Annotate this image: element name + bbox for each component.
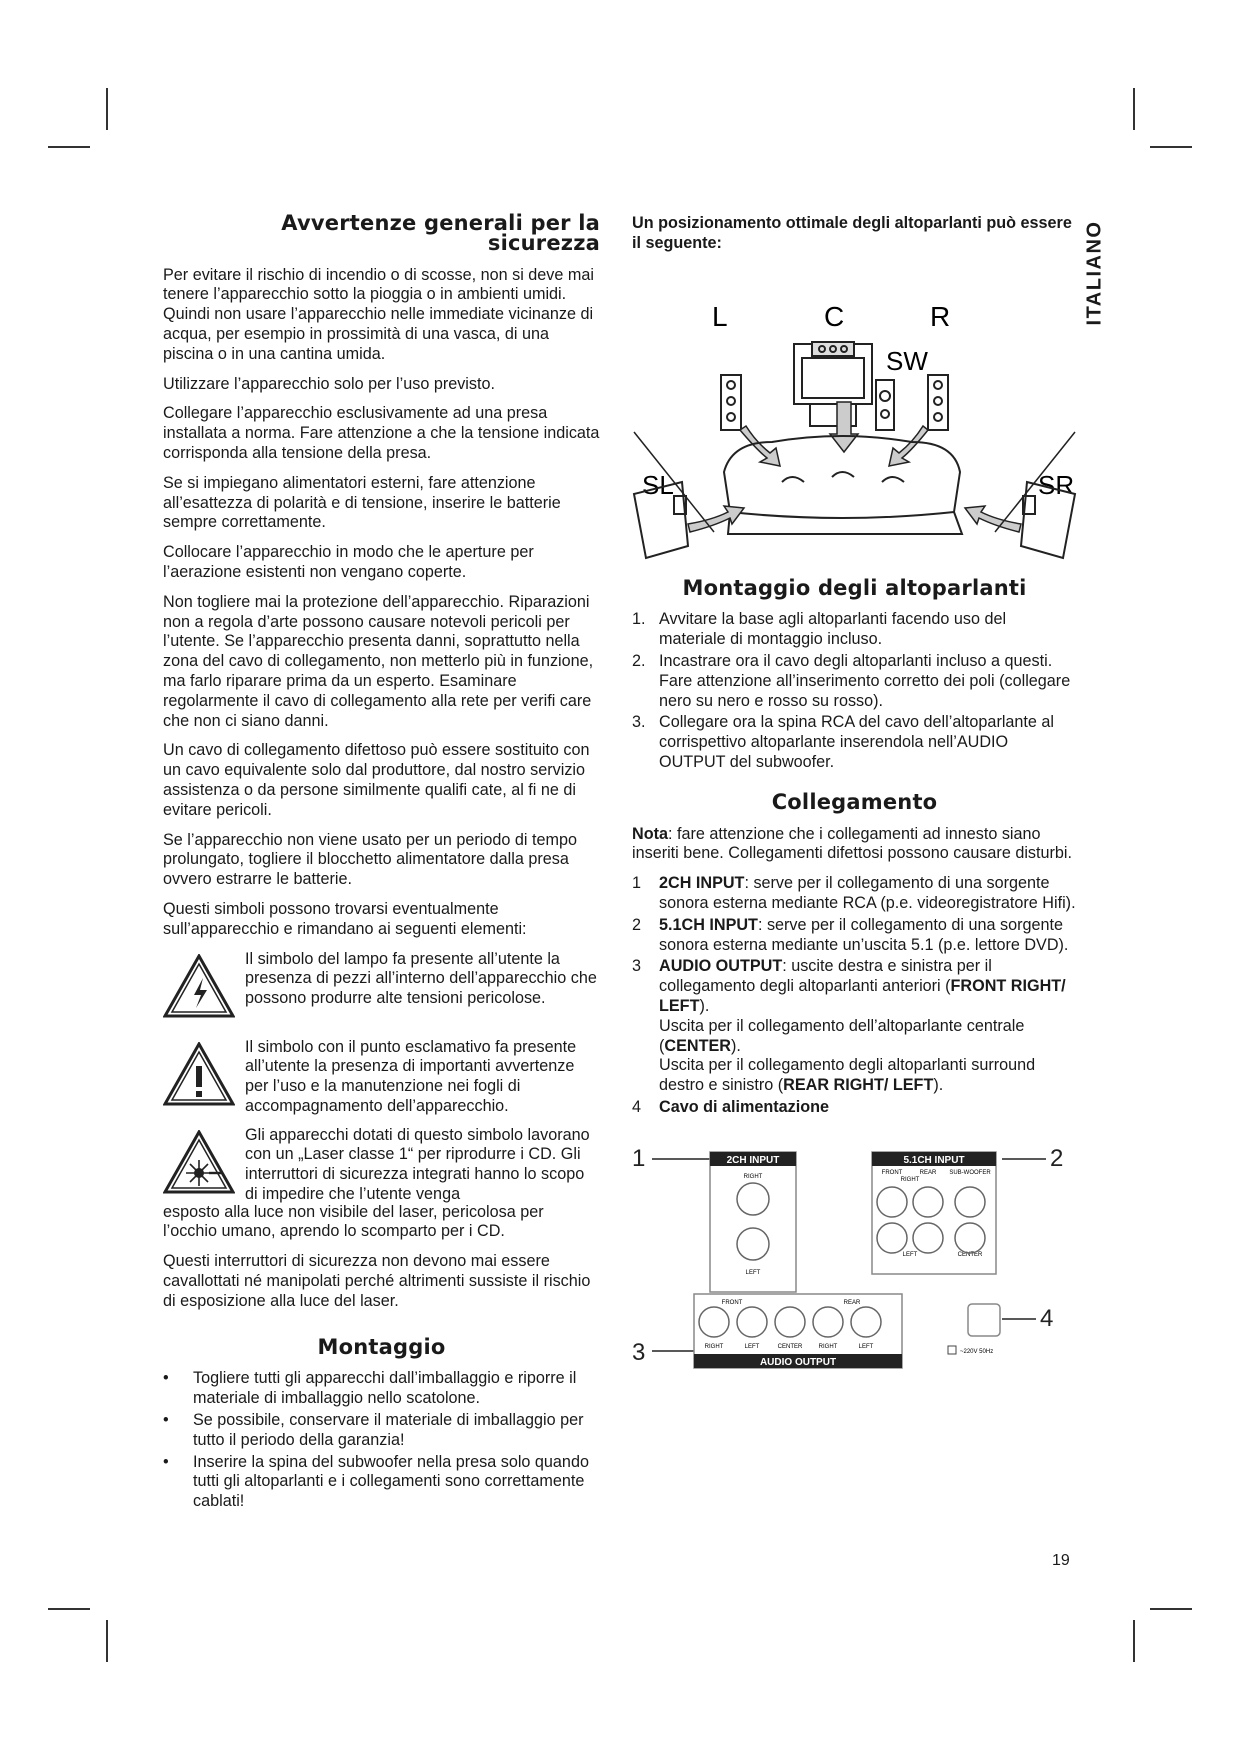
safety-paragraph: Collocare l’apparecchio in modo che le aperture per l’aerazione esistenti non vengano coperte.: [163, 543, 534, 581]
list-item: [163, 1369, 600, 1409]
label-c: C: [824, 300, 845, 332]
list-item: [632, 916, 1077, 956]
input-51ch-left: LEFT: [902, 1251, 918, 1258]
page-number: 19: [1052, 1552, 1070, 1569]
label-sw: SW: [886, 345, 928, 376]
list-item-text: Incastrare ora il cavo degli altoparlanti incluso a questi. Fare attenzione all’inserimento corretto dei poli (collegare nero su nero e rosso su rosso).: [659, 651, 1071, 710]
output-jack-label: RIGHT: [704, 1343, 724, 1350]
list-number: 3.: [632, 713, 646, 732]
language-tab-label: ITALIANO: [1083, 220, 1106, 326]
output-front-label: FRONT: [721, 1299, 743, 1306]
rca-jack[interactable]: [851, 1307, 881, 1337]
crop-mark: [106, 88, 108, 130]
direction-arrows: [740, 402, 928, 466]
safety-paragraph: Se si impiegano alimentatori esterni, fare attenzione all’esattezza di polarità e di tensione, inserire le batterie sempre correttamente.: [163, 473, 561, 532]
exclamation-warning-icon: [163, 1042, 235, 1106]
list-item: [632, 713, 1077, 772]
safety-paragraph: Questi simboli possono trovarsi eventualmente sull’apparecchio e rimandano ai seguenti elementi:: [163, 899, 527, 938]
montaggio-list: [163, 1369, 600, 1512]
symbol-laser-text: Gli apparecchi dotati di questo simbolo lavorano con un „Laser classe 1“ per riprodurre i CD. Gli interruttori di sicurezza integrati hanno lo scopo di impedire che l’utente venga: [245, 1125, 590, 1203]
list-number: 2.: [632, 651, 646, 670]
collegamento-list: [632, 874, 1077, 1118]
input-51ch-sub: SUB-WOOFER: [949, 1169, 991, 1176]
speaker-mount-list: [632, 610, 1077, 772]
safety-paragraph: Se l’apparecchio non viene usato per un periodo di tempo prolungato, togliere il blocchetto alimentatore dalla presa ovvero estrarre le batterie.: [163, 830, 577, 889]
list-item-label: 2CH INPUT: [659, 874, 745, 893]
subwoofer-icon: [876, 380, 894, 430]
crop-mark: [1133, 88, 1135, 130]
note-label: Nota: [632, 824, 668, 843]
crop-mark: [1133, 1620, 1135, 1662]
label-l: L: [712, 300, 728, 332]
list-item-text: : uscite destra e sinistra per il collegamento degli altoparlanti anteriori (: [659, 957, 992, 996]
input-51ch-right: RIGHT: [900, 1176, 920, 1183]
rca-jack[interactable]: [737, 1307, 767, 1337]
symbol-exclamation-row: [163, 1038, 600, 1118]
safety-title: Avvertenze generali per la sicurezza: [281, 211, 600, 255]
collegamento-title: Collegamento: [771, 789, 938, 814]
rca-jack[interactable]: [775, 1307, 805, 1337]
label-r: R: [930, 300, 951, 332]
callout-lines: [652, 1159, 1046, 1351]
safety-paragraph: Non togliere mai la protezione dell’apparecchio. Riparazioni non a regola d’arte possono causare notevoli pericoli per l’utente. Se l’apparecchio presenta danni, soprattutto nella zona del cavo di collegamento, non metterlo più in funzione, ma farlo riparare prima da un esperto. Esaminare regolarmente il cavo di collegamento alla rete per verifi care che non ci siano danni.: [163, 592, 594, 730]
output-jack-label: CENTER: [777, 1343, 803, 1350]
montaggio-title: Montaggio: [317, 1334, 446, 1359]
rca-jack[interactable]: [877, 1223, 907, 1253]
list-item: [163, 1411, 600, 1451]
audio-output-panel: [694, 1294, 902, 1368]
rear-panel-figure: [632, 1132, 1077, 1377]
note-text: : fare attenzione che i collegamenti ad innesto siano inseriti bene. Collegamenti difettosi possono causare disturbi.: [632, 824, 1073, 863]
list-item-bold: REAR RIGHT/ LEFT: [783, 1076, 934, 1095]
list-item: [632, 652, 1077, 711]
output-jack-label: LEFT: [858, 1343, 874, 1350]
list-item-text: Avvitare la base agli altoparlanti facendo uso del materiale di montaggio incluso.: [659, 610, 1007, 649]
input-51ch-label: 5.1CH INPUT: [903, 1154, 965, 1166]
list-item: [163, 1453, 600, 1512]
input-51ch-panel: [872, 1152, 996, 1274]
symbol-lightning-text: Il simbolo del lampo fa presente all’utente la presenza di pezzi all’interno dell’apparecchio che possono produrre alte tensioni pericolose.: [245, 949, 597, 1008]
input-2ch-panel: [710, 1152, 796, 1292]
list-item: [632, 610, 1077, 650]
power-socket: [948, 1304, 1000, 1355]
list-item-text: Inserire la spina del subwoofer nella presa solo quando tutti gli altoparlanti e i collegamenti sono correttamente cablati!: [193, 1452, 589, 1511]
list-item-text: Uscita per il collegamento degli altoparlanti surround destro e sinistro (: [659, 1056, 1036, 1095]
power-socket-icon[interactable]: [968, 1304, 1000, 1336]
speaker-mount-title: Montaggio degli altoparlanti: [682, 575, 1027, 600]
list-number: 1.: [632, 610, 646, 629]
tv-center-speaker-icon: [794, 342, 872, 426]
speaker-front-right-icon: [928, 375, 948, 430]
list-item-text: Uscita per il collegamento dell’altoparlante centrale (: [659, 1016, 1025, 1055]
list-number: 2: [632, 915, 642, 934]
bullet: •: [163, 1452, 169, 1471]
output-jack-label: RIGHT: [818, 1343, 838, 1350]
crop-mark: [106, 1620, 108, 1662]
list-item: [632, 1098, 1077, 1118]
input-2ch-right: RIGHT: [743, 1173, 763, 1180]
bullet: •: [163, 1369, 169, 1388]
positioning-lead: Un posizionamento ottimale degli altoparlanti può essere il seguente:: [632, 214, 1072, 252]
crop-mark: [48, 146, 90, 148]
safety-paragraph: Collegare l’apparecchio esclusivamente ad una presa installata a norma. Fare attenzione a che la tensione indicata corrisponda alla tensione della presa.: [163, 404, 600, 462]
list-item-text: Togliere tutti gli apparecchi dall’imballaggio e riporre il materiale di imballaggio nello scatolone.: [193, 1369, 577, 1408]
input-51ch-front: FRONT: [881, 1169, 903, 1176]
rca-jack[interactable]: [913, 1223, 943, 1253]
rca-jack[interactable]: [913, 1187, 943, 1217]
crop-mark: [48, 1608, 90, 1610]
list-item-text: ).: [933, 1076, 944, 1095]
speaker-placement-figure: [632, 262, 1077, 577]
list-item: [632, 957, 1077, 1096]
label-sr: SR: [1038, 469, 1075, 500]
list-number: 1: [632, 874, 642, 893]
list-number: 3: [632, 957, 642, 976]
list-number: 4: [632, 1097, 642, 1116]
left-column: [163, 211, 600, 1514]
rca-jack[interactable]: [699, 1307, 729, 1337]
callout-2: 2: [1050, 1144, 1064, 1172]
audio-output-label: AUDIO OUTPUT: [759, 1356, 837, 1368]
right-column: [632, 214, 1077, 1377]
collegamento-note: [632, 825, 1077, 865]
list-item-label: 5.1CH INPUT: [659, 915, 758, 934]
safety-paragraph: Per evitare il rischio di incendio o di scosse, non si deve mai tenere l’apparecchio sotto la pioggia o in ambienti umidi. Quindi non usare l’apparecchio nelle immediate vicinanze di acqua, per esempio in prossimità di una vasca, di una piscina o in una cantina umida.: [163, 265, 594, 363]
callout-3: 3: [632, 1338, 646, 1366]
laser-warning-icon: [163, 1130, 235, 1194]
crop-mark: [1150, 146, 1192, 148]
symbol-lightning-row: [163, 950, 600, 1030]
callout-4: 4: [1040, 1304, 1054, 1332]
rca-jack[interactable]: [737, 1183, 769, 1215]
safety-final-paragraph: Questi interruttori di sicurezza non devono mai essere cavallottati né manipolati perché altrimenti sussiste il rischio di esposizione alla luce del laser.: [163, 1252, 591, 1310]
list-item-text: : serve per il collegamento di una sorgente sonora esterna mediante RCA (p.e. videoregistratore Hifi).: [659, 874, 1076, 912]
input-2ch-label: 2CH INPUT: [726, 1154, 780, 1166]
list-item-text: Collegare ora la spina RCA del cavo dell’altoparlante al corrispettivo altoparlante inserendola nell’AUDIO OUTPUT del subwoofer.: [659, 713, 1055, 771]
symbol-laser-text-continued: esposto alla luce non visibile del laser, pericolosa per l’occhio umano, aprendo lo scomparto per i CD.: [163, 1202, 544, 1241]
list-item-text: : serve per il collegamento di una sorgente sonora esterna mediante un’uscita 5.1 (p.e. lettore DVD).: [659, 915, 1069, 954]
list-item: [632, 874, 1077, 914]
power-label: ~220V 50Hz: [960, 1348, 994, 1355]
safety-paragraph: Un cavo di collegamento difettoso può essere sostituito con un cavo equivalente solo dal produttore, dal nostro servizio assistenza o da persone similmente qualifi cate, al fi ne di evitare pericoli.: [163, 741, 590, 819]
list-item-bold: CENTER: [664, 1036, 731, 1055]
bullet: •: [163, 1411, 169, 1430]
speaker-front-left-icon: [721, 375, 741, 430]
rca-jack[interactable]: [955, 1187, 985, 1217]
input-51ch-center: CENTER: [957, 1251, 983, 1258]
rca-jack[interactable]: [813, 1307, 843, 1337]
list-item-text: Se possibile, conservare il materiale di imballaggio per tutto il periodo della garanzia!: [193, 1411, 584, 1449]
output-jack-label: LEFT: [744, 1343, 760, 1350]
list-item-text: ).: [699, 996, 710, 1015]
output-rear-label: REAR: [843, 1299, 861, 1306]
crop-mark: [1150, 1608, 1192, 1610]
rca-jack[interactable]: [737, 1228, 769, 1260]
list-item-label: Cavo di alimentazione: [659, 1097, 830, 1116]
input-51ch-rear: REAR: [919, 1169, 937, 1176]
rca-jack[interactable]: [877, 1187, 907, 1217]
list-item-bold: FRONT RIGHT/ LEFT: [659, 977, 1066, 1015]
symbol-exclamation-text: Il simbolo con il punto esclamativo fa presente all’utente la presenza di importanti avvertenze per l’uso e la manutenzione nei fogli di accompagnamento dell’apparecchio.: [245, 1037, 577, 1115]
safety-paragraph: Utilizzare l’apparecchio solo per l’uso previsto.: [163, 374, 495, 393]
surround-arrows: [688, 506, 1021, 532]
lightning-warning-icon: [163, 954, 235, 1018]
callout-1: 1: [632, 1144, 646, 1172]
label-sl: SL: [642, 469, 674, 500]
list-item-label: AUDIO OUTPUT: [659, 957, 783, 976]
rca-jack[interactable]: [955, 1223, 985, 1253]
input-2ch-left: LEFT: [745, 1269, 761, 1276]
list-item-text: ).: [730, 1036, 741, 1055]
symbol-laser-row: [163, 1126, 600, 1205]
language-tab: [1080, 213, 1110, 333]
